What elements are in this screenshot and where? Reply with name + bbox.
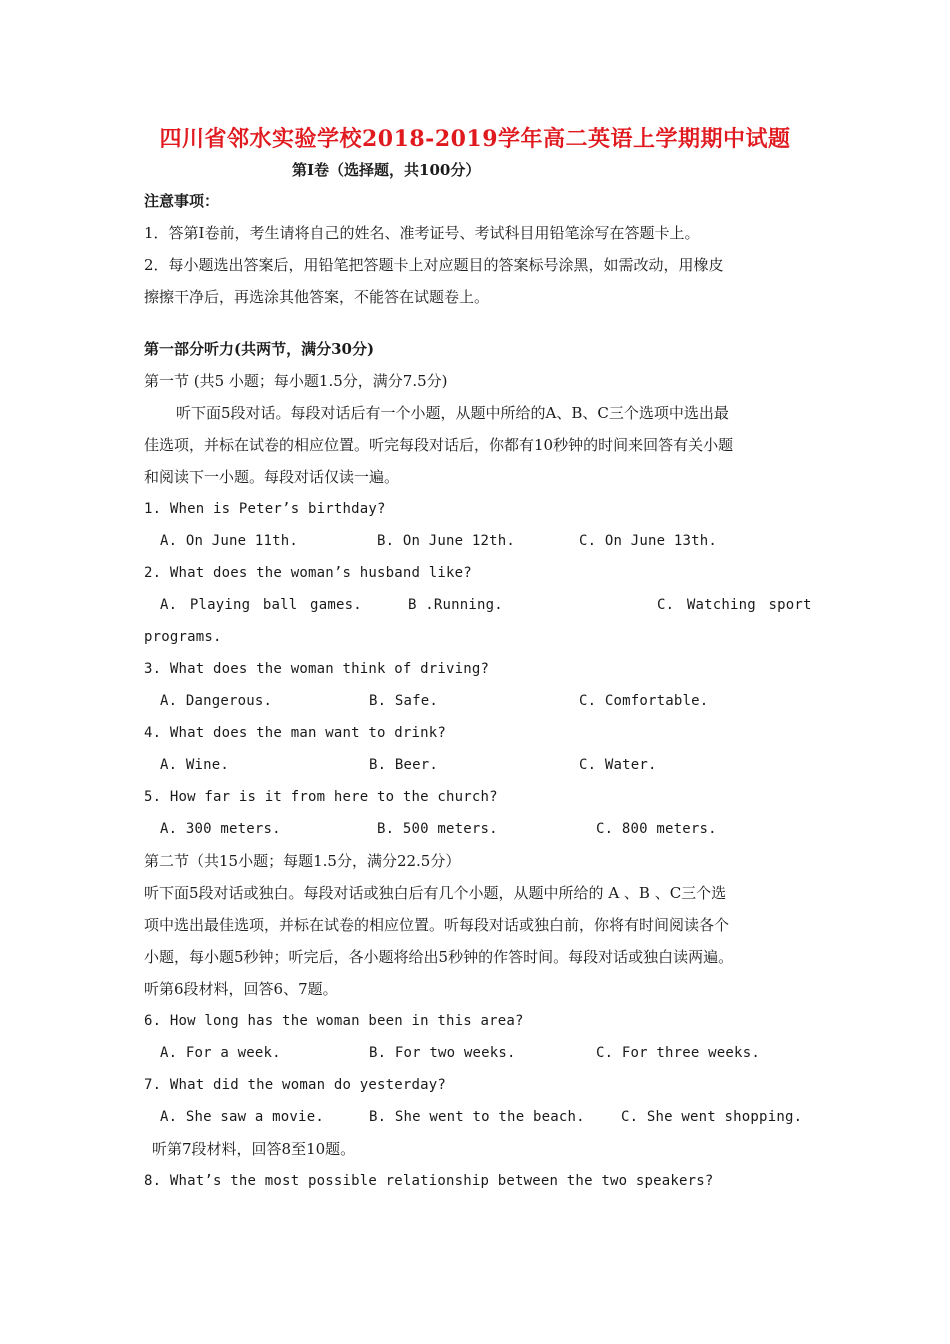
section1-instructions-3: 和阅读下一小题。每段对话仅读一遍。 xyxy=(144,468,400,486)
option-5c: C. 800 meters. xyxy=(596,821,717,837)
option-1c: C. On June 13th. xyxy=(579,533,718,549)
option-6c: C. For three weeks. xyxy=(596,1045,760,1061)
option-4b: B. Beer. xyxy=(369,757,439,773)
material-6-label: 听第6段材料，回答6、7题。 xyxy=(144,980,338,998)
option-1b: B. On June 12th. xyxy=(377,533,516,549)
section2-heading: 第二节（共15小题；每题1.5分，满分22.5分） xyxy=(144,852,461,870)
option-2b: B .Running. xyxy=(408,597,503,613)
question-3: 3. What does the woman think of driving? xyxy=(144,661,490,677)
question-8: 8. What’s the most possible relationship between the two speakers? xyxy=(144,1173,714,1189)
material-7-label: 听第7段材料，回答8至10题。 xyxy=(152,1140,356,1158)
option-3a: A. Dangerous. xyxy=(160,693,273,709)
section1-instructions: 听下面5段对话。每段对话后有一个小题，从题中所给的A、B、C三个选项中选出最 xyxy=(176,404,729,422)
option-4c: C. Water. xyxy=(579,757,657,773)
section2-instructions-2: 项中选出最佳选项，并标在试卷的相应位置。听每段对话或独白前，你将有时间阅读各个 xyxy=(144,916,730,934)
question-5: 5. How far is it from here to the church? xyxy=(144,789,498,805)
option-7c: C. She went shopping. xyxy=(621,1109,803,1125)
notice-item-2-cont: 擦擦干净后，再选涂其他答案，不能答在试题卷上。 xyxy=(144,288,490,306)
section1-heading: 第一节 (共5 小题；每小题1.5分，满分7.5分) xyxy=(144,372,448,390)
question-1: 1. When is Peter’s birthday? xyxy=(144,501,386,517)
section2-instructions-3: 小题，每小题5秒钟；听完后，各小题将给出5秒钟的作答时间。每段对话或独白读两遍。 xyxy=(144,948,734,966)
option-5b: B. 500 meters. xyxy=(377,821,498,837)
section2-instructions: 听下面5段对话或独白。每段对话或独白后有几个小题，从题中所给的 A 、B 、C三个选 xyxy=(144,884,727,902)
option-6a: A. For a week. xyxy=(160,1045,281,1061)
option-2a: A. Playing ball games. xyxy=(160,597,362,613)
option-7a: A. She saw a movie. xyxy=(160,1109,324,1125)
notice-item-1: 1．答第Ⅰ卷前，考生请将自己的姓名、准考证号、考试科目用铅笔涂写在答题卡上。 xyxy=(144,224,700,242)
option-4a: A. Wine. xyxy=(160,757,230,773)
question-4: 4. What does the man want to drink? xyxy=(144,725,447,741)
document-title: 四川省邻水实验学校2018-2019学年高二英语上学期期中试题 xyxy=(159,126,791,152)
option-3b: B. Safe. xyxy=(369,693,439,709)
option-7b: B. She went to the beach. xyxy=(369,1109,585,1125)
notice-heading: 注意事项： xyxy=(144,192,220,210)
option-5a: A. 300 meters. xyxy=(160,821,281,837)
question-2: 2. What does the woman’s husband like? xyxy=(144,565,472,581)
option-2c: C. Watching sport xyxy=(657,597,812,613)
question-7: 7. What did the woman do yesterday? xyxy=(144,1077,447,1093)
option-3c: C. Comfortable. xyxy=(579,693,709,709)
option-6b: B. For two weeks. xyxy=(369,1045,516,1061)
part1-heading: 第一部分听力(共两节，满分30分) xyxy=(144,340,375,358)
question-6: 6. How long has the woman been in this area? xyxy=(144,1013,524,1029)
section1-instructions-2: 佳选项，并标在试卷的相应位置。听完每段对话后，你都有10秒钟的时间来回答有关小题 xyxy=(144,436,734,454)
paper-subtitle: 第I卷（选择题，共100分） xyxy=(292,161,481,179)
notice-item-2: 2．每小题选出答案后，用铅笔把答题卡上对应题目的答案标号涂黑，如需改动，用橡皮 xyxy=(144,256,724,274)
option-2c-cont: programs. xyxy=(144,629,222,645)
option-1a: A. On June 11th. xyxy=(160,533,299,549)
